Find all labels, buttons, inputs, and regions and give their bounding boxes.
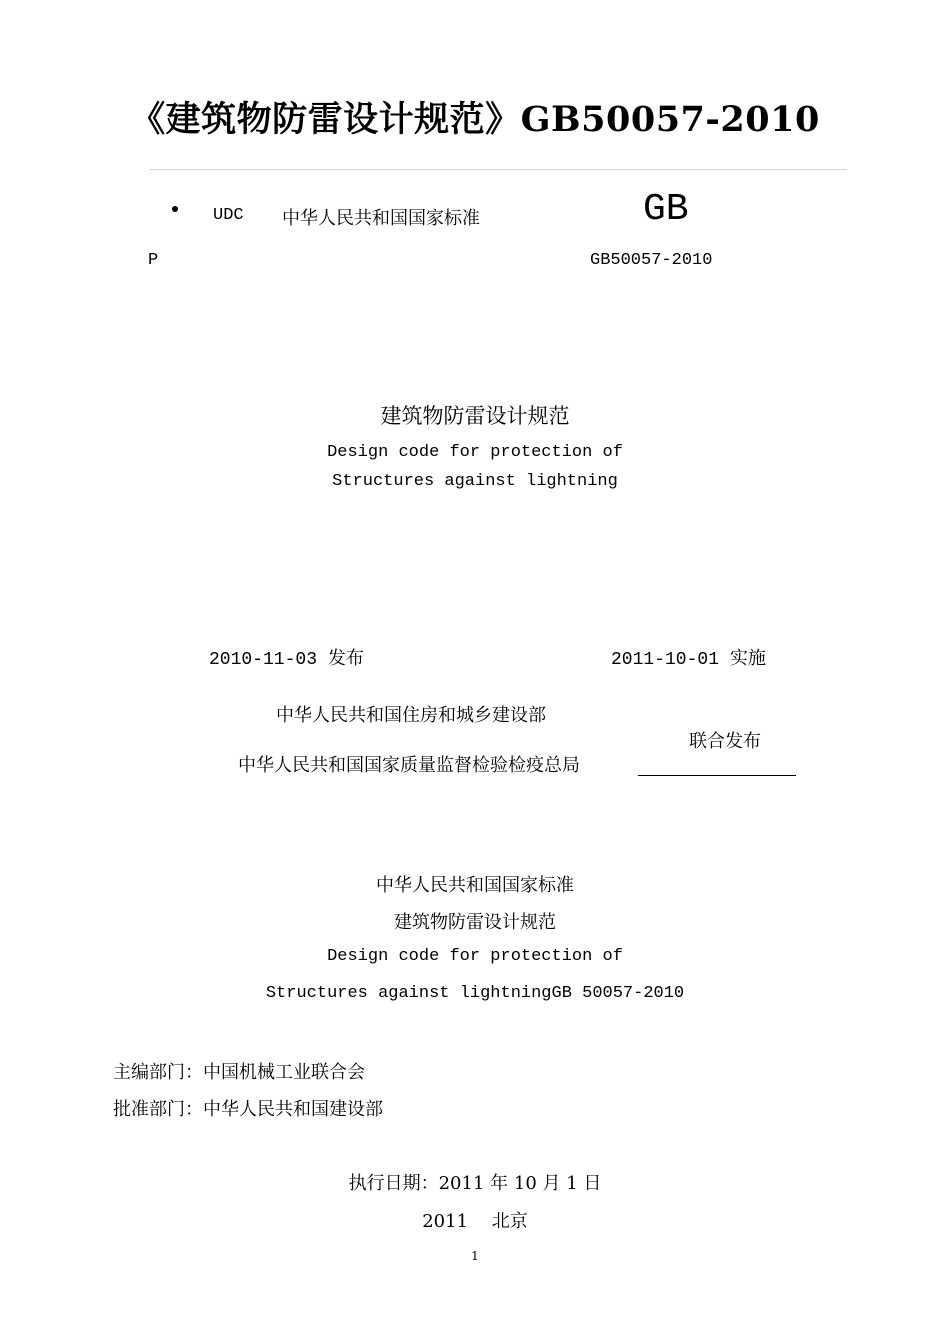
joint-issue-underline bbox=[638, 775, 796, 776]
issuing-ministry-housing: 中华人民共和国住房和城乡建设部 bbox=[276, 705, 546, 726]
execution-date: 执行日期：2011 年 10 月 1 日 bbox=[348, 1173, 602, 1194]
standard-code: GB50057-2010 bbox=[590, 251, 713, 270]
national-standard-label-2: 中华人民共和国国家标准 bbox=[376, 875, 574, 896]
udc-label: UDC bbox=[213, 206, 244, 225]
issue-date: 2010-11-03 发布 bbox=[209, 650, 364, 670]
page-number: 1 bbox=[471, 1249, 479, 1263]
chief-editor-department: 主编部门：中国机械工业联合会 bbox=[113, 1062, 365, 1083]
p-label: P bbox=[148, 251, 159, 270]
document-title: 《建筑物防雷设计规范》GB50057-2010 bbox=[130, 99, 820, 140]
standard-title-cn: 建筑物防雷设计规范 bbox=[380, 404, 570, 428]
standard-title-en-2-line2: Structures against lightningGB 50057-2010 bbox=[265, 984, 685, 1003]
standard-title-en-line1: Design code for protection of bbox=[327, 443, 623, 462]
approving-department: 批准部门：中华人民共和国建设部 bbox=[113, 1099, 383, 1120]
standard-title-cn-2: 建筑物防雷设计规范 bbox=[394, 912, 556, 933]
national-standard-label: 中华人民共和国国家标准 bbox=[282, 208, 480, 229]
standard-title-en-line2: Structures against lightning bbox=[332, 472, 618, 491]
gb-mark: GB bbox=[643, 188, 689, 231]
header-divider bbox=[150, 169, 847, 170]
year-and-city: 2011 北京 bbox=[422, 1211, 528, 1232]
issuing-ministry-quality: 中华人民共和国国家质量监督检验检疫总局 bbox=[238, 755, 580, 776]
joint-issue-label: 联合发布 bbox=[689, 731, 761, 752]
implementation-date: 2011-10-01 实施 bbox=[611, 650, 766, 670]
standard-title-en-2-line1: Design code for protection of bbox=[327, 947, 623, 966]
bullet-dot-icon bbox=[172, 206, 178, 212]
